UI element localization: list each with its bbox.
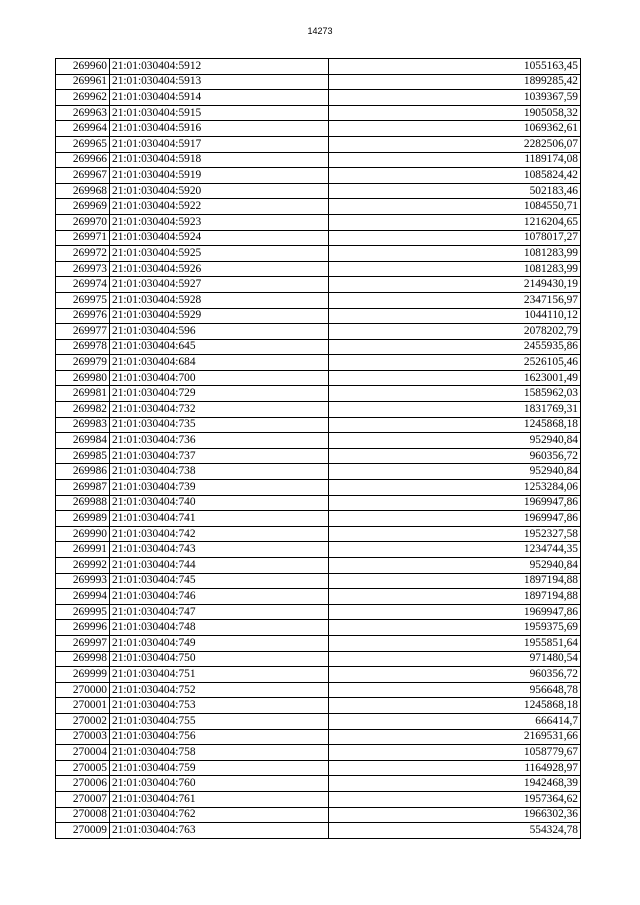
cadastral-value: 1216204,65 [329,214,581,230]
cadastral-value: 1081283,99 [329,261,581,277]
cadastral-value: 1955851,64 [329,635,581,651]
page-number: 14273 [307,26,333,36]
cadastral-number: 21:01:030404:746 [110,589,329,605]
table-row [56,370,581,386]
cadastral-value: 1905058,32 [329,105,581,121]
cadastral-value: 1969947,86 [329,495,581,511]
row-number: 269972 [56,246,110,262]
row-number: 269990 [56,526,110,542]
cadastral-value: 2455935,86 [329,339,581,355]
row-number: 269995 [56,604,110,620]
table-row [56,355,581,371]
cadastral-number: 21:01:030404:5913 [110,74,329,90]
row-number: 269994 [56,589,110,605]
table-row [56,386,581,402]
row-number: 269981 [56,386,110,402]
table-row [56,199,581,215]
table-row [56,324,581,340]
cadastral-value: 1084550,71 [329,199,581,215]
table-row [56,402,581,418]
table-row [56,620,581,636]
row-number: 269993 [56,573,110,589]
cadastral-number: 21:01:030404:5925 [110,246,329,262]
cadastral-value: 2078202,79 [329,324,581,340]
cadastral-number: 21:01:030404:5918 [110,152,329,168]
table-row [56,589,581,605]
cadastral-number: 21:01:030404:761 [110,791,329,807]
table-row [56,729,581,745]
row-number: 270009 [56,823,110,839]
cadastral-value: 960356,72 [329,448,581,464]
table-row [56,745,581,761]
cadastral-number: 21:01:030404:645 [110,339,329,355]
row-number: 269985 [56,448,110,464]
cadastral-value: 960356,72 [329,667,581,683]
cadastral-value: 1897194,88 [329,573,581,589]
cadastral-number: 21:01:030404:745 [110,573,329,589]
cadastral-value: 1899285,42 [329,74,581,90]
table-row [56,433,581,449]
cadastral-value: 1189174,08 [329,152,581,168]
row-number: 269979 [56,355,110,371]
cadastral-number: 21:01:030404:700 [110,370,329,386]
cadastral-value: 1245868,18 [329,417,581,433]
cadastral-number: 21:01:030404:763 [110,823,329,839]
cadastral-value: 554324,78 [329,823,581,839]
row-number: 269982 [56,402,110,418]
cadastral-number: 21:01:030404:747 [110,604,329,620]
table-row [56,526,581,542]
cadastral-number: 21:01:030404:5917 [110,136,329,152]
row-number: 269978 [56,339,110,355]
row-number: 269996 [56,620,110,636]
table-row [56,480,581,496]
row-number: 269961 [56,74,110,90]
cadastral-number: 21:01:030404:5928 [110,292,329,308]
cadastral-value: 1959375,69 [329,620,581,636]
table-row [56,713,581,729]
table-row [56,760,581,776]
cadastral-value: 1966302,36 [329,807,581,823]
cadastral-number: 21:01:030404:5912 [110,59,329,75]
row-number: 270003 [56,729,110,745]
row-number: 269987 [56,480,110,496]
cadastral-value: 1044110,12 [329,308,581,324]
cadastral-number: 21:01:030404:750 [110,651,329,667]
table-row [56,464,581,480]
cadastral-table [55,58,581,839]
table-row [56,448,581,464]
row-number: 269973 [56,261,110,277]
row-number: 269997 [56,635,110,651]
cadastral-number: 21:01:030404:5914 [110,90,329,106]
row-number: 269963 [56,105,110,121]
table-body [56,59,581,839]
table-row [56,59,581,75]
row-number: 269960 [56,59,110,75]
cadastral-value: 1055163,45 [329,59,581,75]
cadastral-number: 21:01:030404:736 [110,433,329,449]
row-number: 269971 [56,230,110,246]
row-number: 269966 [56,152,110,168]
cadastral-number: 21:01:030404:744 [110,558,329,574]
cadastral-number: 21:01:030404:739 [110,480,329,496]
row-number: 269986 [56,464,110,480]
cadastral-value: 2149430,19 [329,277,581,293]
cadastral-number: 21:01:030404:5923 [110,214,329,230]
row-number: 269968 [56,183,110,199]
cadastral-number: 21:01:030404:762 [110,807,329,823]
cadastral-number: 21:01:030404:5924 [110,230,329,246]
table-row [56,417,581,433]
cadastral-value: 2526105,46 [329,355,581,371]
cadastral-number: 21:01:030404:5926 [110,261,329,277]
cadastral-number: 21:01:030404:742 [110,526,329,542]
table-row [56,152,581,168]
cadastral-number: 21:01:030404:5922 [110,199,329,215]
row-number: 270006 [56,776,110,792]
cadastral-number: 21:01:030404:749 [110,635,329,651]
table-row [56,573,581,589]
row-number: 269992 [56,558,110,574]
table-row [56,121,581,137]
cadastral-value: 1969947,86 [329,604,581,620]
table-row [56,230,581,246]
cadastral-value: 1831769,31 [329,402,581,418]
table-row [56,698,581,714]
cadastral-number: 21:01:030404:755 [110,713,329,729]
table-row [56,651,581,667]
cadastral-number: 21:01:030404:684 [110,355,329,371]
row-number: 270002 [56,713,110,729]
cadastral-value: 1253284,06 [329,480,581,496]
row-number: 269970 [56,214,110,230]
cadastral-value: 1069362,61 [329,121,581,137]
cadastral-value: 1897194,88 [329,589,581,605]
cadastral-value: 1969947,86 [329,511,581,527]
table-row [56,90,581,106]
table-row [56,495,581,511]
cadastral-number: 21:01:030404:732 [110,402,329,418]
row-number: 269991 [56,542,110,558]
cadastral-number: 21:01:030404:737 [110,448,329,464]
cadastral-number: 21:01:030404:740 [110,495,329,511]
cadastral-value: 1058779,67 [329,745,581,761]
row-number: 269974 [56,277,110,293]
cadastral-value: 1623001,49 [329,370,581,386]
table-row [56,74,581,90]
cadastral-number: 21:01:030404:596 [110,324,329,340]
table-row [56,168,581,184]
row-number: 269983 [56,417,110,433]
table-row [56,542,581,558]
table-row [56,246,581,262]
row-number: 270000 [56,682,110,698]
cadastral-value: 2347156,97 [329,292,581,308]
table-row [56,214,581,230]
cadastral-value: 1245868,18 [329,698,581,714]
cadastral-number: 21:01:030404:741 [110,511,329,527]
table-row [56,183,581,199]
cadastral-number: 21:01:030404:756 [110,729,329,745]
cadastral-value: 1585962,03 [329,386,581,402]
cadastral-value: 2282506,07 [329,136,581,152]
cadastral-number: 21:01:030404:5915 [110,105,329,121]
table-row [56,339,581,355]
cadastral-value: 1164928,97 [329,760,581,776]
table-row [56,823,581,839]
cadastral-number: 21:01:030404:5916 [110,121,329,137]
table-row [56,667,581,683]
table-row [56,682,581,698]
table-row [56,558,581,574]
row-number: 269969 [56,199,110,215]
cadastral-value: 1078017,27 [329,230,581,246]
row-number: 269998 [56,651,110,667]
table-row [56,807,581,823]
row-number: 269977 [56,324,110,340]
cadastral-number: 21:01:030404:758 [110,745,329,761]
cadastral-value: 1957364,62 [329,791,581,807]
cadastral-value: 1081283,99 [329,246,581,262]
row-number: 269980 [56,370,110,386]
table-row [56,277,581,293]
table-row [56,105,581,121]
cadastral-number: 21:01:030404:760 [110,776,329,792]
cadastral-number: 21:01:030404:748 [110,620,329,636]
table-row [56,261,581,277]
row-number: 270004 [56,745,110,761]
cadastral-value: 1952327,58 [329,526,581,542]
row-number: 270005 [56,760,110,776]
table-row [56,776,581,792]
cadastral-number: 21:01:030404:729 [110,386,329,402]
cadastral-value: 666414,7 [329,713,581,729]
table-row [56,292,581,308]
cadastral-number: 21:01:030404:5919 [110,168,329,184]
cadastral-number: 21:01:030404:5929 [110,308,329,324]
table-row [56,511,581,527]
row-number: 269999 [56,667,110,683]
cadastral-number: 21:01:030404:753 [110,698,329,714]
row-number: 269989 [56,511,110,527]
cadastral-number: 21:01:030404:743 [110,542,329,558]
table-row [56,136,581,152]
row-number: 269975 [56,292,110,308]
row-number: 269988 [56,495,110,511]
cadastral-value: 952940,84 [329,558,581,574]
cadastral-value: 952940,84 [329,464,581,480]
cadastral-value: 956648,78 [329,682,581,698]
cadastral-value: 1039367,59 [329,90,581,106]
cadastral-value: 971480,54 [329,651,581,667]
cadastral-number: 21:01:030404:751 [110,667,329,683]
cadastral-number: 21:01:030404:752 [110,682,329,698]
row-number: 270008 [56,807,110,823]
table-row [56,635,581,651]
row-number: 269964 [56,121,110,137]
cadastral-number: 21:01:030404:738 [110,464,329,480]
row-number: 269962 [56,90,110,106]
cadastral-value: 1085824,42 [329,168,581,184]
cadastral-number: 21:01:030404:735 [110,417,329,433]
table-row [56,308,581,324]
cadastral-value: 2169531,66 [329,729,581,745]
cadastral-number: 21:01:030404:5927 [110,277,329,293]
row-number: 269967 [56,168,110,184]
row-number: 269976 [56,308,110,324]
row-number: 269984 [56,433,110,449]
row-number: 269965 [56,136,110,152]
row-number: 270007 [56,791,110,807]
cadastral-number: 21:01:030404:759 [110,760,329,776]
table-row [56,604,581,620]
cadastral-value: 502183,46 [329,183,581,199]
cadastral-value: 1234744,35 [329,542,581,558]
cadastral-value: 1942468,39 [329,776,581,792]
table-row [56,791,581,807]
row-number: 270001 [56,698,110,714]
cadastral-value: 952940,84 [329,433,581,449]
cadastral-number: 21:01:030404:5920 [110,183,329,199]
